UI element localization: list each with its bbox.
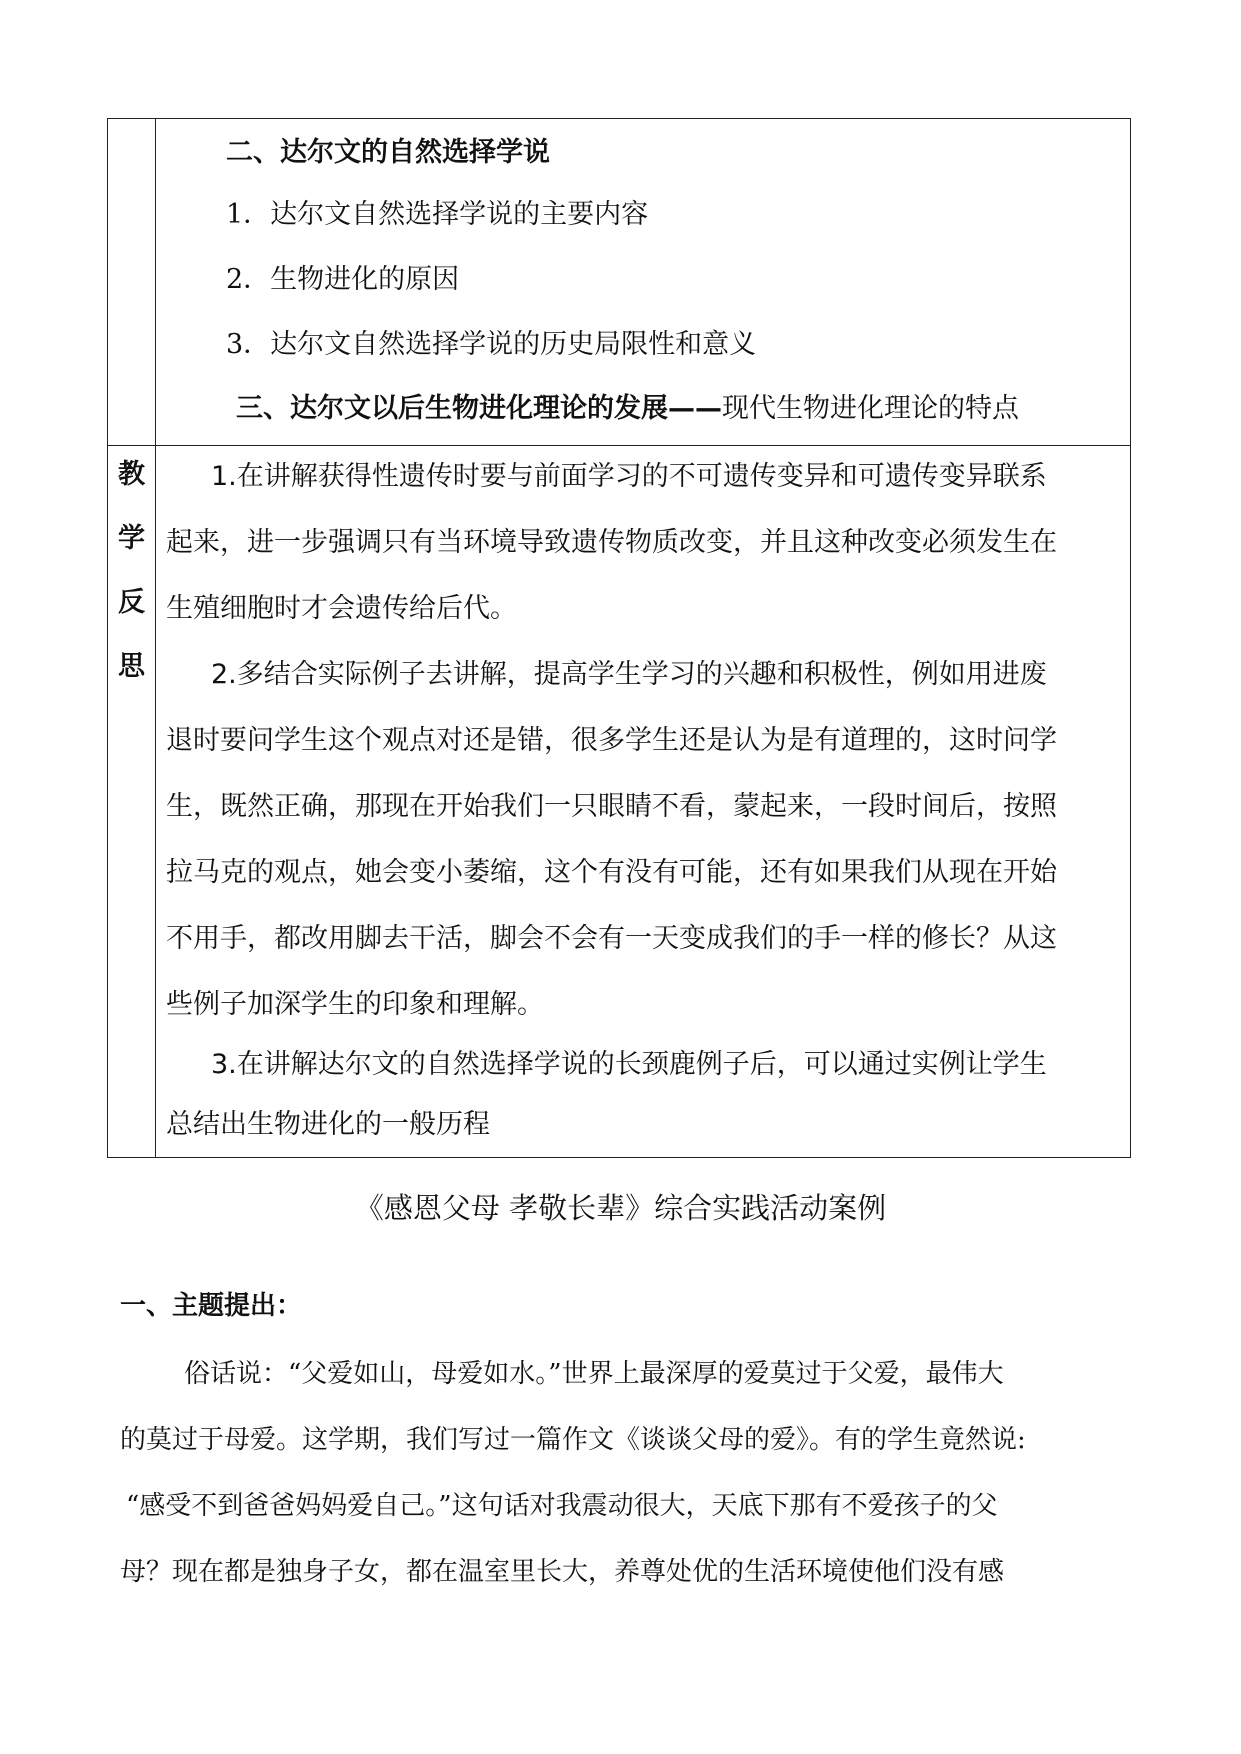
reflection-line: 不用手，都改用脚去干活，脚会不会有一天变成我们的手一样的修长？从这 bbox=[166, 923, 1057, 954]
reflection-line: 起来，进一步强调只有当环境导致遗传物质改变，并且这种改变必须发生在 bbox=[166, 527, 1057, 558]
reflection-line: 生，既然正确，那现在开始我们一只眼睛不看，蒙起来，一段时间后，按照 bbox=[166, 791, 1057, 822]
reflection-line: 退时要问学生这个观点对还是错，很多学生还是认为是有道理的，这时问学 bbox=[166, 725, 1057, 756]
section2-item: 1．达尔文自然选择学说的主要内容 bbox=[226, 199, 649, 230]
reflection-line: 些例子加深学生的印象和理解。 bbox=[166, 989, 544, 1020]
section3-heading-bold: 三、达尔文以后生物进化理论的发展—— bbox=[236, 393, 722, 424]
reflection-line: 总结出生物进化的一般历程 bbox=[166, 1109, 490, 1140]
section2-item: 3．达尔文自然选择学说的历史局限性和意义 bbox=[226, 329, 757, 360]
section2-heading: 二、达尔文的自然选择学说 bbox=[226, 137, 550, 168]
section3-heading-rest: 现代生物进化理论的特点 bbox=[722, 393, 1019, 424]
reflection-label-char: 教 bbox=[118, 459, 145, 490]
reflection-label-char: 学 bbox=[118, 523, 145, 554]
reflection-label-char: 思 bbox=[118, 651, 145, 682]
reflection-line: 3.在讲解达尔文的自然选择学说的长颈鹿例子后，可以通过实例让学生 bbox=[211, 1049, 1047, 1080]
reflection-line: 拉马克的观点，她会变小萎缩，这个有没有可能，还有如果我们从现在开始 bbox=[166, 857, 1057, 888]
paragraph-line: 母？现在都是独身子女，都在温室里长大，养尊处优的生活环境使他们没有感 bbox=[120, 1557, 1005, 1587]
paragraph-line: 的莫过于母爱。这学期，我们写过一篇作文《谈谈父母的爱》。有的学生竟然说: bbox=[120, 1425, 1026, 1455]
reflection-label-char: 反 bbox=[118, 587, 145, 618]
lesson-plan-table bbox=[107, 118, 1131, 1158]
table-row-divider bbox=[108, 445, 1130, 446]
document-title: 《感恩父母 孝敬长辈》综合实践活动案例 bbox=[354, 1191, 887, 1225]
reflection-line: 1.在讲解获得性遗传时要与前面学习的不可遗传变异和可遗传变异联系 bbox=[211, 461, 1047, 492]
section1-heading: 一、主题提出： bbox=[120, 1291, 303, 1321]
paragraph-line: “感受不到爸爸妈妈爱自己。”这句话对我震动很大，天底下那有不爱孩子的父 bbox=[126, 1491, 998, 1521]
paragraph-line: 俗话说：“父爱如山，母爱如水。”世界上最深厚的爱莫过于父爱，最伟大 bbox=[184, 1359, 1004, 1389]
reflection-line: 2.多结合实际例子去讲解，提高学生学习的兴趣和积极性，例如用进废 bbox=[211, 659, 1047, 690]
section3-heading bbox=[236, 393, 1019, 425]
table-column-divider bbox=[155, 119, 156, 1157]
section2-item: 2．生物进化的原因 bbox=[226, 264, 460, 295]
reflection-line: 生殖细胞时才会遗传给后代。 bbox=[166, 593, 517, 624]
